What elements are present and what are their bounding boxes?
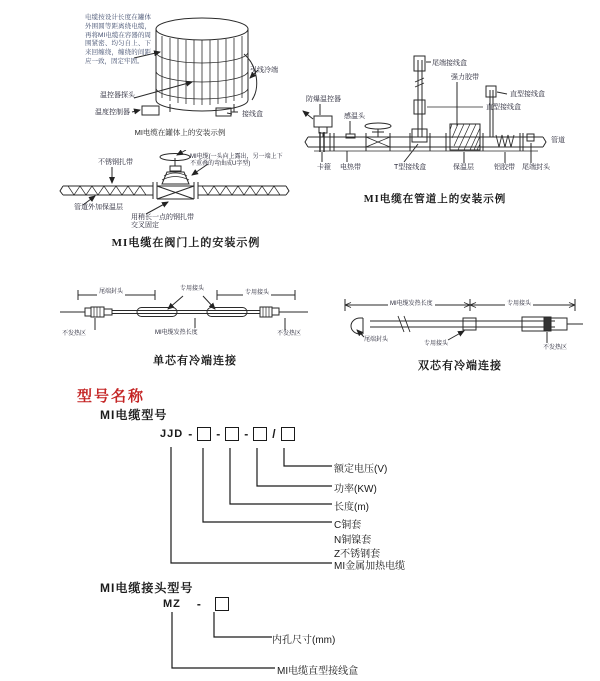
label-pipe-straight-box-mid: 直型接线盒 xyxy=(486,104,521,111)
label-pipe-ex-controller: 防爆温控器 xyxy=(306,96,341,103)
label-pipe-t-box: T型接线盒 xyxy=(394,164,427,171)
double-dim-connector: 专用接头 xyxy=(507,301,532,307)
cable-model-prefix: JJD xyxy=(160,428,184,440)
legend-inner-hole-size: 内孔尺寸(mm) xyxy=(272,635,336,646)
single-dim-tail-seal: 尾端封头 xyxy=(99,289,124,295)
label-valve-tie: 不锈钢扎带 xyxy=(98,159,133,166)
label-tank-junction-box: 接线盒 xyxy=(242,111,263,118)
legend-power: 功率(KW) xyxy=(334,484,377,495)
label-tank-probe: 温控器探头 xyxy=(100,92,135,99)
tank-note: 电缆按设计长度在罐体外围圆等距离绕电缆，再将MI电缆在容器的周围紧密、均匀自上、下来回缠绕，缠绕的间距应一致，固定牢固。 xyxy=(85,14,151,65)
double-tail-seal: 尾端封头 xyxy=(364,337,389,343)
double-connector: 专用接头 xyxy=(424,341,449,347)
single-core-caption: 单芯有冷端连接 xyxy=(153,355,237,367)
connector-model-prefix: MZ xyxy=(163,598,181,610)
single-heat-length: MI电缆发热长度 xyxy=(155,330,198,336)
single-dim-connector-right: 专用接头 xyxy=(245,290,270,296)
single-dim-connector-mid: 专用接头 xyxy=(180,286,205,292)
legend-copper-sheath: C铜套 xyxy=(334,520,362,531)
legend-straight-junction-box: MI电缆直型接线盒 xyxy=(277,666,359,677)
label-pipe-strong-tape: 强力胶带 xyxy=(451,74,479,81)
label-pipe-sensor: 感温头 xyxy=(344,113,365,120)
label-pipe-pipe: 管道 xyxy=(551,137,565,144)
label-pipe-heat-band: 电热带 xyxy=(340,164,361,171)
tank-caption: MI电缆在罐体上的安装示例 xyxy=(134,128,226,137)
double-core-caption: 双芯有冷端连接 xyxy=(418,360,502,372)
connector-model-title: MI电缆接头型号 xyxy=(100,581,194,595)
label-tank-controller: 温度控制器 xyxy=(95,109,130,116)
label-pipe-alu-tape: 铝胶带 xyxy=(494,164,515,171)
label-valve-cross-fix: 用稍长一点的钢扎带交叉固定 xyxy=(131,214,194,230)
single-core-diagram xyxy=(55,283,315,353)
legend-stainless-sheath: Z不锈钢套 xyxy=(334,549,381,560)
legend-mi-metal-cable: MI金属加热电缆 xyxy=(334,561,406,572)
single-zone-right: 不发热区 xyxy=(277,331,302,337)
dash-separator: - xyxy=(216,427,221,441)
valve-caption: MI电缆在阀门上的安装示例 xyxy=(111,237,261,249)
connector-field-box xyxy=(215,597,229,611)
single-zone-left: 不发热区 xyxy=(62,331,87,337)
label-tank-lead: 引线冷端 xyxy=(250,67,278,74)
double-zone-right: 不发热区 xyxy=(543,345,568,351)
cable-model-title: MI电缆型号 xyxy=(100,408,168,422)
dash-separator: - xyxy=(196,597,201,611)
label-pipe-tail-seal: 尾端封头 xyxy=(522,164,550,171)
legend-length: 长度(m) xyxy=(334,502,369,513)
label-pipe-tail-box: 尾端接线盒 xyxy=(432,60,467,67)
label-valve-cable-note: MI电缆(一头向上露出，另一端上下不重叠的弯曲成U字型) xyxy=(190,154,283,168)
label-pipe-straight-box-right: 直型接线盒 xyxy=(510,91,545,98)
model-heading: 型号名称 xyxy=(77,388,146,405)
pipe-caption: MI电缆在管道上的安装示例 xyxy=(363,194,507,205)
label-valve-insulation: 管道外加保温层 xyxy=(74,204,123,211)
dash-separator: - xyxy=(188,427,193,441)
dash-separator: - xyxy=(244,427,249,441)
connector-model-formula xyxy=(163,597,229,611)
double-dim-heat-length: MI电缆发热长度 xyxy=(390,301,433,307)
legend-copper-nickel-sheath: N铜镍套 xyxy=(334,535,372,546)
label-pipe-insulation: 保温层 xyxy=(453,164,474,171)
label-pipe-clamp: 卡箍 xyxy=(317,164,331,171)
slash-separator: / xyxy=(272,427,276,441)
legend-rated-voltage: 额定电压(V) xyxy=(334,464,388,475)
